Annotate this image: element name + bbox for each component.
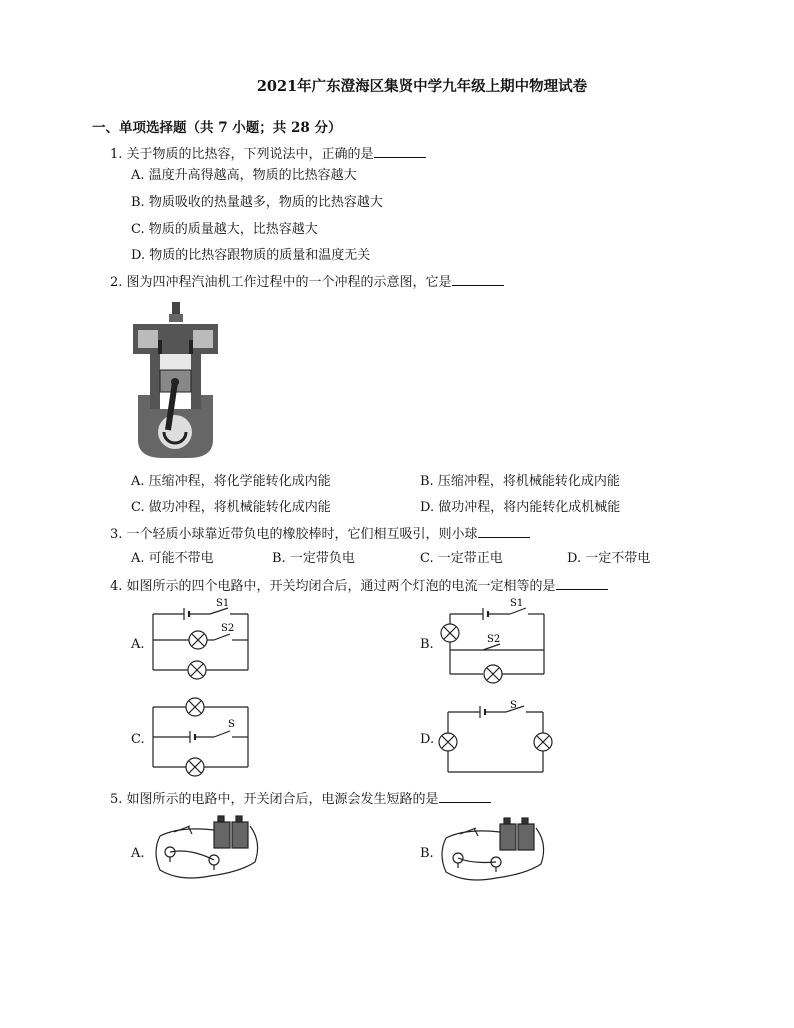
physical-circuit-a <box>150 812 270 890</box>
switch-s1-label: S1 <box>510 598 524 609</box>
question-3-option-b: B. 一定带负电 <box>272 551 355 566</box>
engine-diagram <box>128 300 223 460</box>
switch-s-label: S <box>510 700 517 711</box>
section-heading: 一、单项选择题（共 7 小题；共 28 分） <box>92 120 342 136</box>
question-2-stem: 2. 图为四冲程汽油机工作过程中的一个冲程的示意图，它是 <box>110 271 504 290</box>
circuit-b-label: B. <box>420 637 434 652</box>
question-2-option-a: A. 压缩冲程，将化学能转化成内能 <box>131 474 331 489</box>
circuit-c-label: C. <box>131 732 145 747</box>
question-5-stem: 5. 如图所示的电路中，开关闭合后，电源会发生短路的是 <box>110 788 491 807</box>
switch-s2-label: S2 <box>221 623 235 634</box>
switch-s-label: S <box>228 719 235 730</box>
page-title: 2021年广东澄海区集贤中学九年级上期中物理试卷 <box>256 78 588 95</box>
question-2-option-d: D. 做功冲程，将内能转化成机械能 <box>420 500 621 515</box>
circuit-a-label: A. <box>131 637 145 652</box>
question-3-option-d: D. 一定不带电 <box>567 551 651 566</box>
circuit-d-label: D. <box>420 732 435 747</box>
question-1-option-d: D. 物质的比热容跟物质的质量和温度无关 <box>131 248 371 263</box>
circuit-5b-label: B. <box>420 846 434 861</box>
question-2-option-c: C. 做功冲程，将机械能转化成内能 <box>131 500 331 515</box>
question-1-option-a: A. 温度升高得越高，物质的比热容越大 <box>131 168 357 183</box>
question-4-stem: 4. 如图所示的四个电路中，开关均闭合后，通过两个灯泡的电流一定相等的是 <box>110 575 608 594</box>
circuit-5a-label: A. <box>131 846 145 861</box>
circuit-a-diagram <box>148 598 253 690</box>
answer-blank <box>478 525 530 538</box>
circuit-d-diagram <box>438 698 556 778</box>
answer-blank <box>439 790 491 803</box>
question-1-stem: 1. 关于物质的比热容，下列说法中，正确的是 <box>110 143 426 162</box>
answer-blank <box>556 577 608 590</box>
question-1-option-b: B. 物质吸收的热量越多，物质的比热容越大 <box>131 195 383 210</box>
question-2-option-b: B. 压缩冲程，将机械能转化成内能 <box>420 474 620 489</box>
circuit-c-diagram <box>148 693 253 783</box>
question-3-stem: 3. 一个轻质小球靠近带负电的橡胶棒时，它们相互吸引，则小球 <box>110 523 530 542</box>
question-3-option-c: C. 一定带正电 <box>420 551 503 566</box>
physical-circuit-b <box>436 812 554 890</box>
question-1-option-c: C. 物质的质量越大，比热容越大 <box>131 222 318 237</box>
question-3-option-a: A. 可能不带电 <box>131 551 214 566</box>
answer-blank <box>374 145 426 158</box>
switch-s1-label: S1 <box>216 598 230 609</box>
answer-blank <box>452 273 504 286</box>
circuit-b-diagram <box>438 598 553 690</box>
switch-s2-label: S2 <box>487 634 501 645</box>
